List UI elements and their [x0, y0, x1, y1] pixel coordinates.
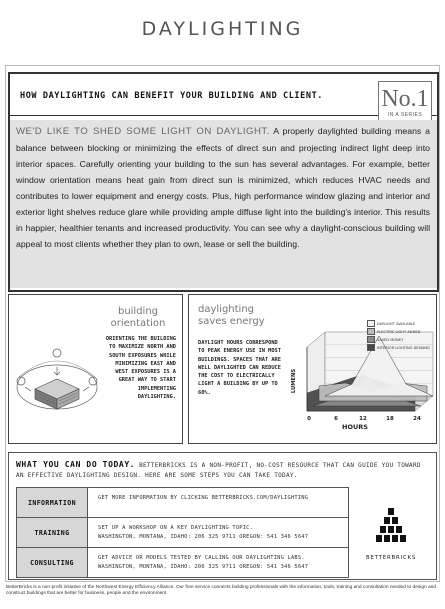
- orientation-illustration: [9, 295, 101, 441]
- chart-x-axis-title: HOURS: [342, 423, 368, 431]
- legend-item: [367, 336, 435, 343]
- chart-x-tick-label: 12: [359, 416, 367, 422]
- hero-section: [8, 72, 439, 292]
- energy-title-line2: saves energy: [198, 316, 265, 327]
- chart-x-tick-label: 18: [386, 416, 394, 422]
- chart-y-axis-title: LUMENS: [291, 368, 297, 394]
- footer-text: BetterBricks is a non-profit initiative of the Northwest Energy Efficiency Alliance. Our free service connects building professionals with the information, tools, training and consultation needed to design and construct buildings that are better for business, people and the environment.: [6, 585, 436, 597]
- action-label-consulting: CONSULTING: [17, 548, 88, 577]
- actions-section: [8, 452, 437, 580]
- action-list: [16, 487, 349, 578]
- energy-text: DAYLIGHT HOURS CORRESPOND TO PEAK ENERGY USE IN MOST BUILDINGS. SPACES THAT ARE WELL DAYLIGHTED CAN REDUCE THE COST TO ELECTRICALLY LIGHT A BUILDING BY UP TO 60%.: [198, 340, 281, 396]
- energy-title-line1: daylighting: [198, 304, 255, 315]
- chart-x-tick-label: 6: [334, 416, 338, 422]
- action-row-training: [17, 518, 348, 548]
- orientation-text: ORIENTING THE BUILDING TO MAXIMIZE NORTH AND SOUTH EXPOSURES WHILE MINIMIZING EAST AND WEST EXPOSURES IS A GREAT WAY TO START IMPLEMENTING DAYLIGHTING.: [105, 336, 176, 401]
- legend-item: [367, 328, 435, 335]
- actions-lead: WHAT YOU CAN DO TODAY.: [16, 460, 136, 469]
- chart-x-tick-label: 0: [307, 416, 311, 422]
- hero-headline: HOW DAYLIGHTING CAN BENEFIT YOUR BUILDING AND CLIENT.: [20, 91, 324, 101]
- chart-legend: [367, 320, 435, 352]
- bricks-icon: [376, 506, 406, 548]
- hero-lead: WE'D LIKE TO SHED SOME LIGHT ON DAYLIGHT.: [16, 126, 270, 137]
- action-label-information: INFORMATION: [17, 488, 88, 517]
- energy-title: [198, 304, 265, 328]
- hero-divider: [10, 115, 437, 116]
- legend-item: [367, 320, 435, 327]
- actions-intro: [16, 460, 430, 481]
- action-text-information: [88, 488, 348, 517]
- orientation-title-line2: orientation: [110, 318, 166, 329]
- betterbricks-logo: [361, 506, 421, 561]
- logo-name: BETTERBRICKS: [365, 555, 417, 561]
- legend-label: ELECTRIC LIGHT ADDED: [377, 329, 421, 334]
- legend-label: DAYLIGHT AVAILABLE: [377, 321, 416, 326]
- actions-intro-text: BETTERBRICKS IS A NON-PROFIT, NO-COST RESOURCE THAT CAN GUIDE YOU TOWARD AN EFFECTIVE DAYLIGHTING DESIGN. HERE ARE SOME STEPS YOU CAN TAKE TODAY.: [16, 462, 421, 479]
- orientation-title-line1: building: [117, 306, 159, 317]
- action-line: WASHINGTON, MONTANA, IDAHO: 206 325 9711 OREGON: 541 346 5647: [98, 533, 309, 540]
- legend-item: [367, 344, 435, 351]
- legend-swatch: [367, 344, 375, 351]
- legend-label: SAVED MONEY: [377, 337, 404, 342]
- action-line: SET UP A WORKSHOP ON A KEY DAYLIGHTING TOPIC.: [98, 525, 254, 531]
- action-line: WASHINGTON, MONTANA, IDAHO: 206 325 9711 OREGON: 541 346 5647: [98, 563, 309, 570]
- energy-panel: [188, 294, 437, 444]
- action-label-training: TRAINING: [17, 518, 88, 547]
- action-text-consulting: [88, 548, 348, 577]
- action-row-consulting: [17, 548, 348, 577]
- legend-swatch: [367, 336, 375, 343]
- hero-body-text: A properly daylighted building means a balance between blocking or minimizing the effects of direct sun and projecting indirect light deep into interior spaces. Carefully orienting your building to the sun has several advantages. For example, better window orientation means heat gain from direct sun is minimized, which reduces HVAC needs and contributes to lower equipment and energy costs. Plus, high performance window glazing and interior and exterior light shelves reduce glare while providing ample diffuse light into the building's interior. This results in happier, healthier tenants and increased productivity. You can see why a daylight-conscious building will appeal to most clients whether they plan to own, lease or sell the building.: [16, 126, 430, 249]
- legend-swatch: [367, 320, 375, 327]
- series-badge-caption: IN A SERIES: [387, 112, 423, 118]
- hero-body: [10, 120, 437, 288]
- orientation-title: [99, 306, 177, 330]
- page-title: DAYLIGHTING: [141, 18, 304, 40]
- action-text-training: [88, 518, 348, 547]
- chart-x-tick-label: 24: [413, 416, 421, 422]
- series-badge-number: No.1: [381, 86, 429, 112]
- legend-label: INTERIOR LIGHTING DEMAND: [377, 345, 430, 350]
- action-line: GET ADVICE OR MODELS TESTED BY CALLING OUR DAYLIGHTING LABS.: [98, 555, 305, 561]
- legend-swatch: [367, 328, 375, 335]
- orientation-panel: [8, 294, 183, 444]
- action-line[interactable]: GET MORE INFORMATION BY CLICKING BETTERBRICKS.COM/DAYLIGHTING: [98, 495, 309, 501]
- hero-paragraph: [16, 123, 430, 252]
- action-row-information: [17, 488, 348, 518]
